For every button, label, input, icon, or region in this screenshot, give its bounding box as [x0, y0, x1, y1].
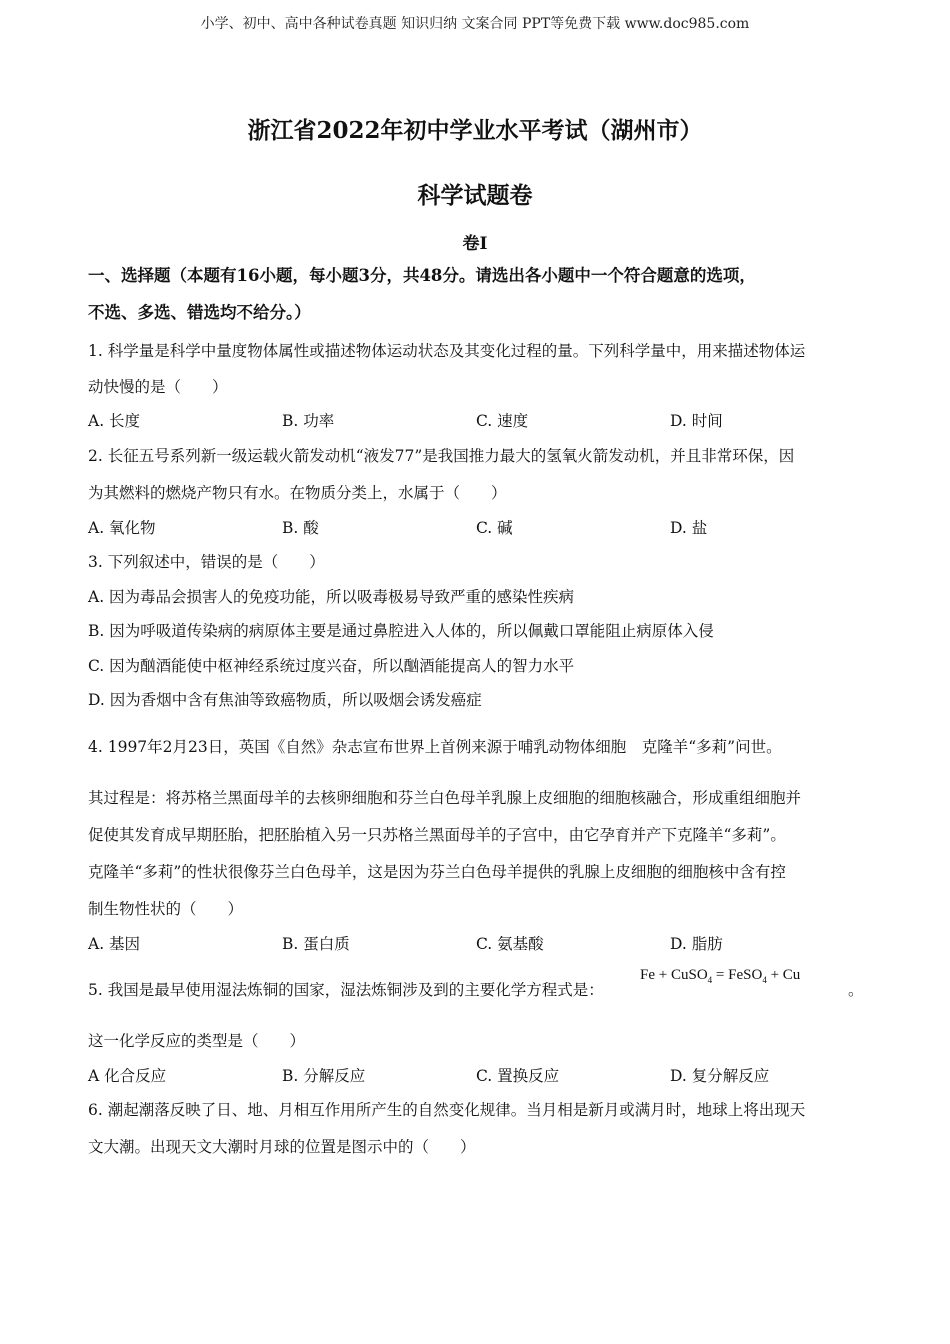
exam-subtitle: 科学试题卷: [417, 182, 533, 209]
q3-stem-line1: 3. 下列叙述中，错误的是（ ）: [88, 553, 325, 571]
q4-option-d: D. 脂肪: [670, 935, 723, 953]
q2-option-a: A. 氧化物: [88, 519, 156, 537]
q6-stem-line2: 文大潮。出现天文大潮时月球的位置是图示中的（ ）: [88, 1138, 476, 1156]
q5-option-a: A 化合反应: [88, 1067, 167, 1085]
q3-option-c: C. 因为酗酒能使中枢神经系统过度兴奋，所以酗酒能提高人的智力水平: [88, 657, 575, 675]
q5-stem-line1: 5. 我国是最早使用湿法炼铜的国家，湿法炼铜涉及到的主要化学方程式是：: [88, 981, 604, 999]
q2-stem-line1: 2. 长征五号系列新一级运载火箭发动机“液发77”是我国推力最大的氢氧火箭发动机，并且非常环保，因: [88, 447, 795, 465]
q1-stem-line1: 1. 科学量是科学中量度物体属性或描述物体运动状态及其变化过程的量。下列科学量中，用来描述物体运: [88, 342, 806, 360]
q5-option-b: B. 分解反应: [282, 1067, 366, 1085]
q3-option-d: D. 因为香烟中含有焦油等致癌物质，所以吸烟会诱发癌症: [88, 691, 482, 709]
q4-stem-line1: 4. 1997年2月23日，英国《自然》杂志宣布世界上首例来源于哺乳动物体细胞 克隆羊“多莉”问世。: [88, 738, 782, 756]
page-header: 小学、初中、高中各种试卷真题 知识归纳 文案合同 PPT等免费下载 www.doc985.com: [200, 16, 750, 32]
q4-option-b: B. 蛋白质: [282, 935, 350, 953]
q1-option-a: A. 长度: [88, 412, 141, 430]
q5-option-c: C. 置换反应: [476, 1067, 560, 1085]
q6-stem-line1: 6. 潮起潮落反映了日、地、月相互作用所产生的自然变化规律。当月相是新月或满月时，地球上将出现天: [88, 1101, 806, 1119]
q4-stem-line4: 克隆羊“多莉”的性状很像芬兰白色母羊，这是因为芬兰白色母羊提供的乳腺上皮细胞的细胞核中含有控: [88, 863, 786, 881]
q1-option-c: C. 速度: [476, 412, 529, 430]
q4-stem-line3: 促使其发育成早期胚胎，把胚胎植入另一只苏格兰黑面母羊的子宫中，由它孕育并产下克隆羊“多莉”。: [88, 826, 786, 844]
q2-option-c: C. 碱: [476, 519, 513, 537]
exam-title: 浙江省2022年初中学业水平考试（湖州市）: [247, 117, 703, 144]
q4-option-a: A. 基因: [88, 935, 141, 953]
q1-stem-line2: 动快慢的是（ ）: [88, 378, 228, 396]
q4-option-c: C. 氨基酸: [476, 935, 544, 953]
q5-stem-line2: 这一化学反应的类型是（ ）: [88, 1032, 306, 1050]
q5-option-d: D. 复分解反应: [670, 1067, 770, 1085]
q4-stem-line5: 制生物性状的（ ）: [88, 900, 244, 918]
q3-option-a: A. 因为毒品会损害人的免疫功能，所以吸毒极易导致严重的感染性疾病: [88, 588, 575, 606]
q4-stem-line2: 其过程是：将苏格兰黑面母羊的去核卵细胞和芬兰白色母羊乳腺上皮细胞的细胞核融合，形成重组细胞并: [88, 789, 802, 807]
section-heading-line1: 一、选择题（本题有16小题，每小题3分，共48分。请选出各小题中一个符合题意的选项，: [88, 266, 756, 285]
q1-option-b: B. 功率: [282, 412, 335, 430]
section-heading-line2: 不选、多选、错选均不给分。）: [88, 303, 311, 322]
volume-label: 卷Ⅰ: [462, 234, 488, 254]
q5-stem-end: 。: [848, 981, 864, 999]
q3-option-b: B. 因为呼吸道传染病的病原体主要是通过鼻腔进入人体的，所以佩戴口罩能阻止病原体入侵: [88, 622, 714, 640]
q2-option-d: D. 盐: [670, 519, 708, 537]
q1-option-d: D. 时间: [670, 412, 723, 430]
q2-stem-line2: 为其燃料的燃烧产物只有水。在物质分类上，水属于（ ）: [88, 484, 507, 502]
q2-option-b: B. 酸: [282, 519, 319, 537]
chemical-equation: Fe + CuSO$_4$ = FeSO$_4$ + Cu: [640, 967, 801, 985]
